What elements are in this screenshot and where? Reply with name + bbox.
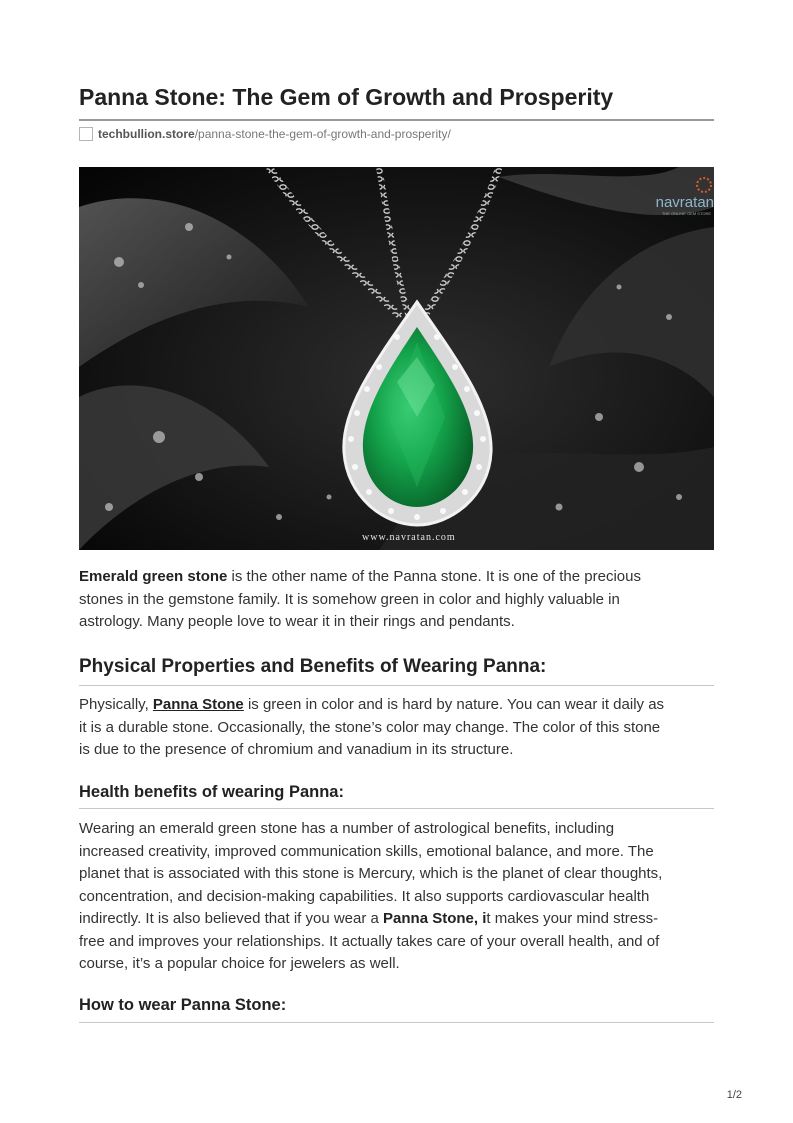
health-line-1: Wearing an emerald green stone has a number of astrological benefits, including xyxy=(79,820,615,837)
source-path[interactable]: /panna-stone-the-gem-of-growth-and-prosperity/ xyxy=(194,127,451,141)
physical-line-1: Physically, Panna Stone is green in color and is hard by nature. You can wear it daily as xyxy=(79,696,665,713)
panna-stone-link[interactable]: Panna Stone xyxy=(152,696,244,713)
health-line-2: increased creativity, improved communication skills, emotional balance, and more. The xyxy=(79,842,654,860)
health-line-3: planet that is associated with this stone is Mercury, which is the planet of clear thoughts, xyxy=(79,865,663,882)
physical-line-3: is due to the presence of chromium and vanadium in its structure. xyxy=(79,741,514,758)
health-line-5: indirectly. It is also believed that if you wear a Panna Stone, it makes your mind stress- xyxy=(79,910,659,927)
intro-line-1: Emerald green stone is the other name of the Panna stone. It is one of the precious xyxy=(79,568,641,585)
physical-line-2: it is a durable stone. Occasionally, the stone’s color may change. The color of this stone xyxy=(79,718,661,736)
source-url[interactable] xyxy=(79,125,451,143)
intro-line-2: stones in the gemstone family. It is somehow green in color and highly valuable in xyxy=(79,590,620,608)
health-line-6: free and improves your relationships. It actually takes care of your overall health, and of xyxy=(79,932,660,950)
section-divider xyxy=(79,1022,714,1023)
hero-logo-tagline: THE ONLINE GEM STORE xyxy=(661,211,711,216)
intro-line-3: astrology. Many people love to wear it in their rings and pendants. xyxy=(79,613,515,630)
health-line-7: course, it’s a popular choice for jewelers as well. xyxy=(79,955,400,972)
section-heading-physical: Physical Properties and Benefits of Wearing Panna: xyxy=(79,656,547,677)
section-heading-health: Health benefits of wearing Panna: xyxy=(79,783,344,801)
hero-image xyxy=(79,167,714,550)
page-number: 1/2 xyxy=(726,1089,742,1101)
title-divider xyxy=(79,119,714,121)
health-line-4: concentration, and decision-making capabilities. It also supports cardiovascular health xyxy=(79,887,650,905)
hero-watermark: www.navratan.com xyxy=(362,532,456,543)
section-divider xyxy=(79,808,714,809)
favicon-icon xyxy=(79,127,93,141)
section-divider xyxy=(79,685,714,686)
section-heading-how-to-wear: How to wear Panna Stone: xyxy=(79,996,287,1014)
hero-logo-text: navratan xyxy=(655,194,714,211)
source-domain[interactable]: techbullion.store xyxy=(98,127,195,141)
page-title: Panna Stone: The Gem of Growth and Prosperity xyxy=(79,84,614,110)
